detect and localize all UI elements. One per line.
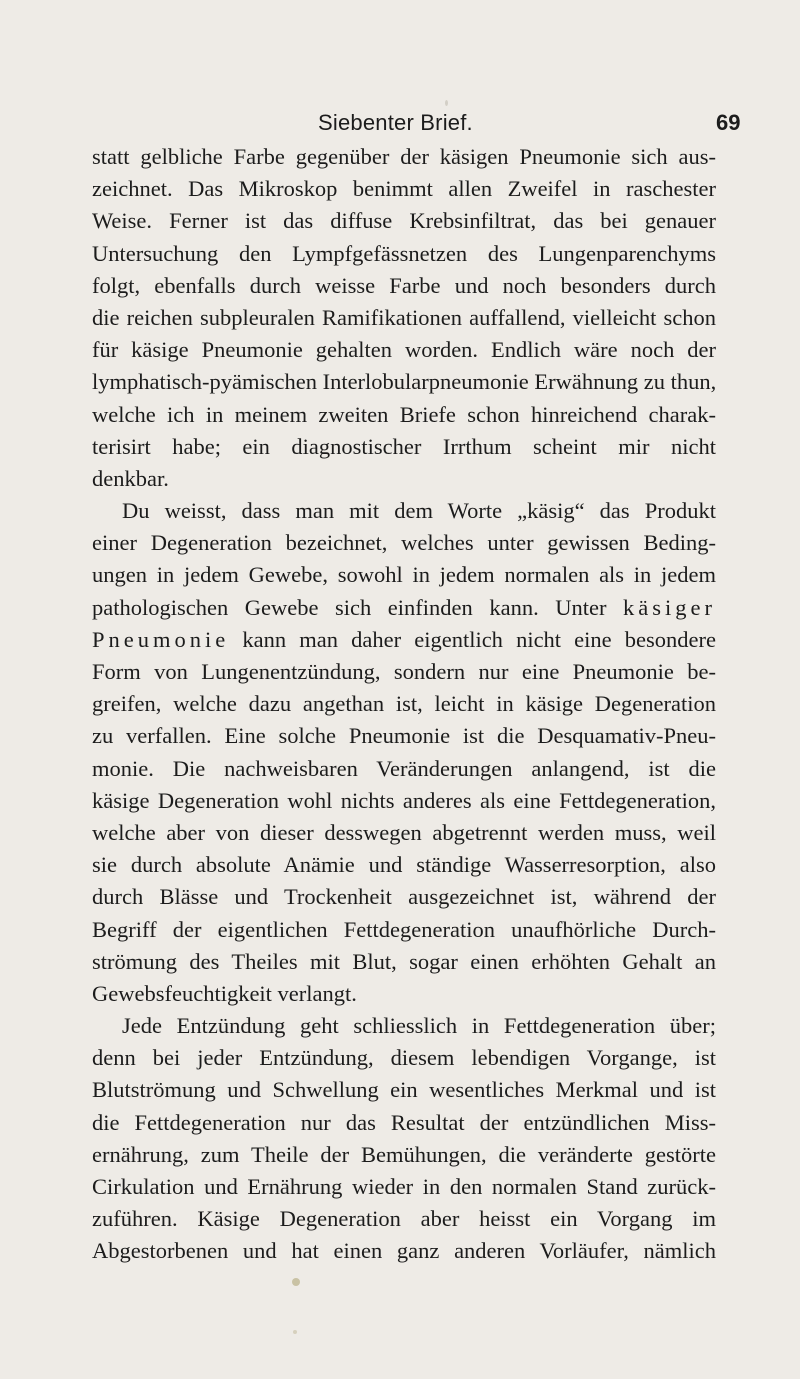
text-fragment: pathologischen Gewebe sich einfinden kann. Unter bbox=[92, 594, 624, 620]
text-line: einer Degeneration bezeichnet, welches unter gewissen Beding- bbox=[92, 530, 716, 556]
text-line: Jede Entzündung geht schliesslich in Fettdegeneration über; bbox=[122, 1013, 716, 1039]
text-line: greifen, welche dazu angethan ist, leicht in käsige Degeneration bbox=[92, 691, 716, 717]
paper-speck bbox=[293, 1330, 297, 1334]
text-line: statt gelbliche Farbe gegenüber der käsigen Pneumonie sich aus- bbox=[92, 144, 716, 169]
body-text bbox=[92, 141, 716, 1268]
text-line: zuführen. Käsige Degeneration aber heisst ein Vorgang im bbox=[92, 1206, 716, 1232]
paper-speck bbox=[292, 1278, 300, 1286]
text-line: Weise. Ferner ist das diffuse Krebsinfiltrat, das bei genauer bbox=[92, 208, 716, 234]
text-line: welche aber von dieser desswegen abgetrennt werden muss, weil bbox=[92, 819, 716, 845]
text-line: ungen in jedem Gewebe, sowohl in jedem normalen als in jedem bbox=[92, 562, 716, 588]
page-header bbox=[0, 92, 800, 135]
running-title: Siebenter Brief. bbox=[318, 110, 473, 135]
text-line: für käsige Pneumonie gehalten worden. Endlich wäre noch der bbox=[92, 337, 716, 363]
emphasized-word: käsiger bbox=[623, 594, 716, 620]
text-line: zeichnet. Das Mikroskop benimmt allen Zweifel in raschester bbox=[92, 176, 716, 202]
text-line: die Fettdegeneration nur das Resultat der entzündlichen Miss- bbox=[92, 1109, 716, 1135]
page-number: 69 bbox=[716, 110, 741, 135]
text-line: denn bei jeder Entzündung, diesem lebendigen Vorgange, ist bbox=[92, 1045, 716, 1071]
text-line: Cirkulation und Ernährung wieder in den normalen Stand zurück- bbox=[92, 1174, 716, 1199]
emphasized-word: Pneumonie bbox=[92, 626, 230, 652]
text-line: Form von Lungenentzündung, sondern nur eine Pneumonie be- bbox=[92, 659, 716, 684]
text-line: folgt, ebenfalls durch weisse Farbe und noch besonders durch bbox=[92, 272, 716, 298]
text-line bbox=[92, 592, 716, 624]
text-line: durch Blässe und Trockenheit ausgezeichnet ist, während der bbox=[92, 884, 716, 910]
text-line: Du weisst, dass man mit dem Worte „käsig“ das Produkt bbox=[122, 498, 716, 524]
text-line: Abgestorbenen und hat einen ganz anderen Vorläufer, nämlich bbox=[92, 1238, 716, 1264]
text-line: Blutströmung und Schwellung ein wesentliches Merkmal und ist bbox=[92, 1077, 716, 1103]
text-line: welche ich in meinem zweiten Briefe schon hinreichend charak- bbox=[92, 401, 716, 427]
text-line: lymphatisch-pyämischen Interlobularpneumonie Erwähnung zu thun, bbox=[92, 369, 717, 395]
text-line: ernährung, zum Theile der Bemühungen, die veränderte gestörte bbox=[92, 1141, 716, 1167]
text-line: Untersuchung den Lympfgefässnetzen des Lungenparenchyms bbox=[92, 240, 716, 266]
text-line: sie durch absolute Anämie und ständige Wasserresorption, also bbox=[92, 852, 716, 878]
text-line: die reichen subpleuralen Ramifikationen auffallend, vielleicht schon bbox=[92, 304, 716, 330]
text-line: Gewebsfeuchtigkeit verlangt. bbox=[92, 980, 357, 1006]
text-line: Begriff der eigentlichen Fettdegeneration unaufhörliche Durch- bbox=[92, 916, 716, 942]
text-line: zu verfallen. Eine solche Pneumonie ist die Desquamativ-Pneu- bbox=[92, 723, 716, 749]
text-line: terisirt habe; ein diagnostischer Irrthum scheint mir nicht bbox=[92, 433, 716, 459]
text-line: monie. Die nachweisbaren Veränderungen anlangend, ist die bbox=[92, 755, 716, 781]
paper-speck bbox=[445, 100, 448, 106]
text-line: käsige Degeneration wohl nichts anderes als eine Fettdegeneration, bbox=[92, 787, 716, 813]
text-line bbox=[92, 624, 716, 656]
text-line: denkbar. bbox=[92, 465, 169, 491]
text-line: strömung des Theiles mit Blut, sogar einen erhöhten Gehalt an bbox=[92, 948, 716, 974]
text-fragment: kann man daher eigentlich nicht eine besondere bbox=[229, 626, 716, 652]
